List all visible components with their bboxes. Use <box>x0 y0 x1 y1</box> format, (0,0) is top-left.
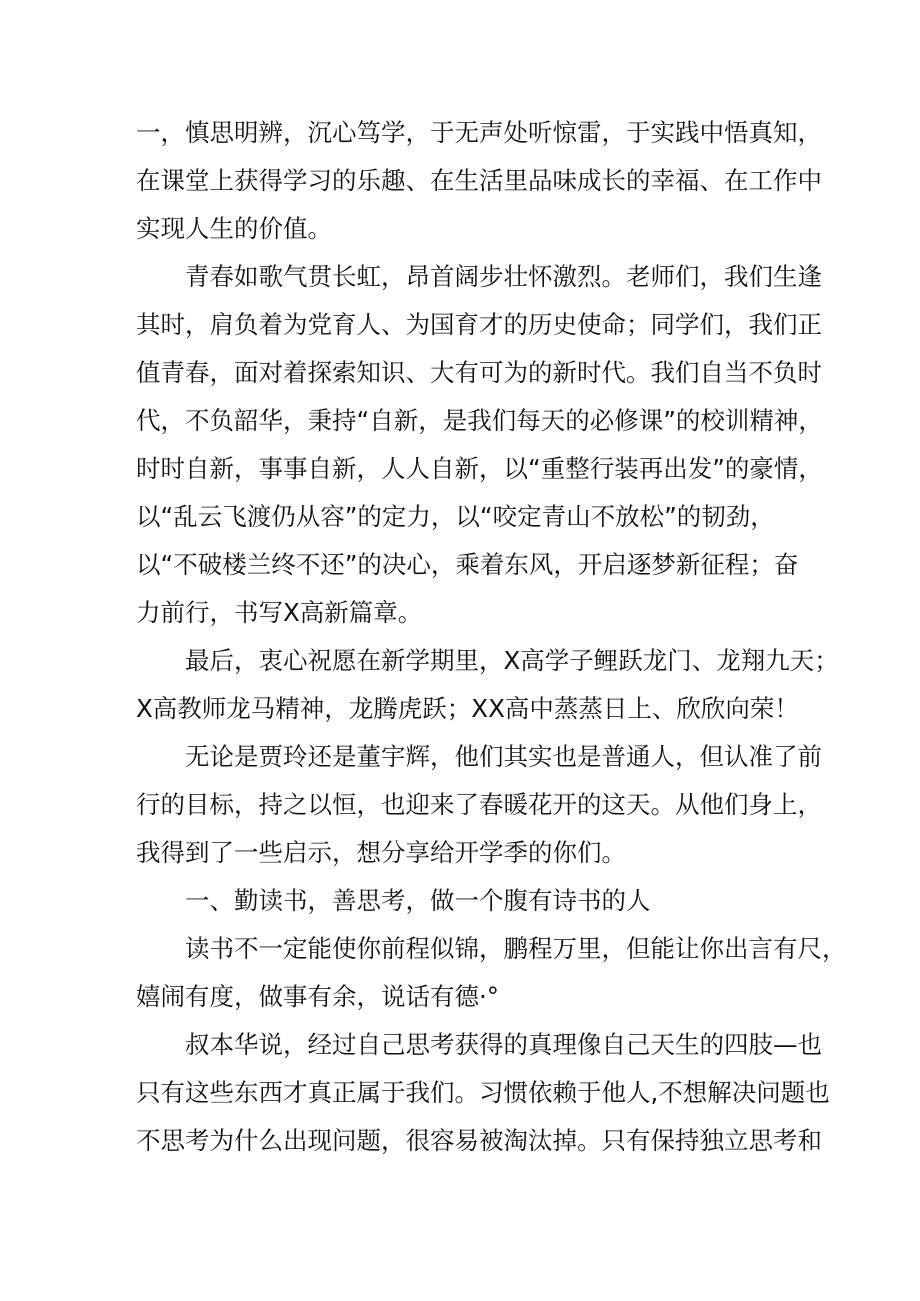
text-line-22: 不思考为什么出现问题，很容易被淘汰掉。只有保持独立思考和 <box>136 1126 822 1155</box>
text-line-16: 我得到了一些启示，想分享给开学季的你们。 <box>136 838 626 867</box>
text-line-2: 在课堂上获得学习的乐趣、在生活里品味成长的幸福、在工作中 <box>136 166 822 195</box>
text-line-7: 代，不负韶华，秉持“自新，是我们每天的必修课”的校训精神， <box>136 406 823 435</box>
text-line-14: 无论是贾玲还是董宇辉，他们其实也是普通人，但认准了前 <box>136 742 822 771</box>
text-line-4: 青春如歌气贯长虹，昂首阔步壮怀激烈。老师们，我们生逢 <box>136 262 822 291</box>
text-line-12: 最后，衷心祝愿在新学期里，X高学子鲤跃龙门、龙翔九天； <box>136 646 839 675</box>
text-line-5: 其时，肩负着为党育人、为国育才的历史使命；同学们，我们正 <box>136 310 822 339</box>
text-line-20: 叔本华说，经过自己思考获得的真理像自己天生的四肢—也 <box>136 1030 822 1059</box>
text-line-3: 实现人生的价值。 <box>136 214 332 243</box>
text-line-1: 一，慎思明辨，沉心笃学，于无声处听惊雷，于实践中悟真知， <box>136 118 822 147</box>
document-body <box>136 109 847 1165</box>
text-line-10: 以“不破楼兰终不还”的决心，乘着东风，开启逐梦新征程；奋 <box>136 550 799 579</box>
text-line-8: 时时自新，事事自新，人人自新，以“重整行装再出发”的豪情， <box>136 454 823 483</box>
text-line-18: 读书不一定能使你前程似锦，鹏程万里，但能让你出言有尺， <box>136 934 847 963</box>
text-line-17: 一、勤读书，善思考，做一个腹有诗书的人 <box>136 886 651 915</box>
text-line-13: X高教师龙马精神，龙腾虎跃；XX高中蒸蒸日上、欣欣向荣！ <box>136 694 799 723</box>
text-line-21: 只有这些东西才真正属于我们。习惯依赖于他人,不想解决问题也 <box>136 1078 830 1107</box>
text-line-11: 力前行，书写X高新篇章。 <box>136 598 423 627</box>
text-line-6: 值青春，面对着探索知识、大有可为的新时代。我们自当不负时 <box>136 358 822 387</box>
text-line-15: 行的目标，持之以恒，也迎来了春暖花开的这天。从他们身上， <box>136 790 822 819</box>
text-line-9: 以“乱云飞渡仍从容”的定力，以“咬定青山不放松”的韧劲， <box>136 502 775 531</box>
text-line-19: 嬉闹有度，做事有余，说话有德·° <box>136 982 500 1011</box>
